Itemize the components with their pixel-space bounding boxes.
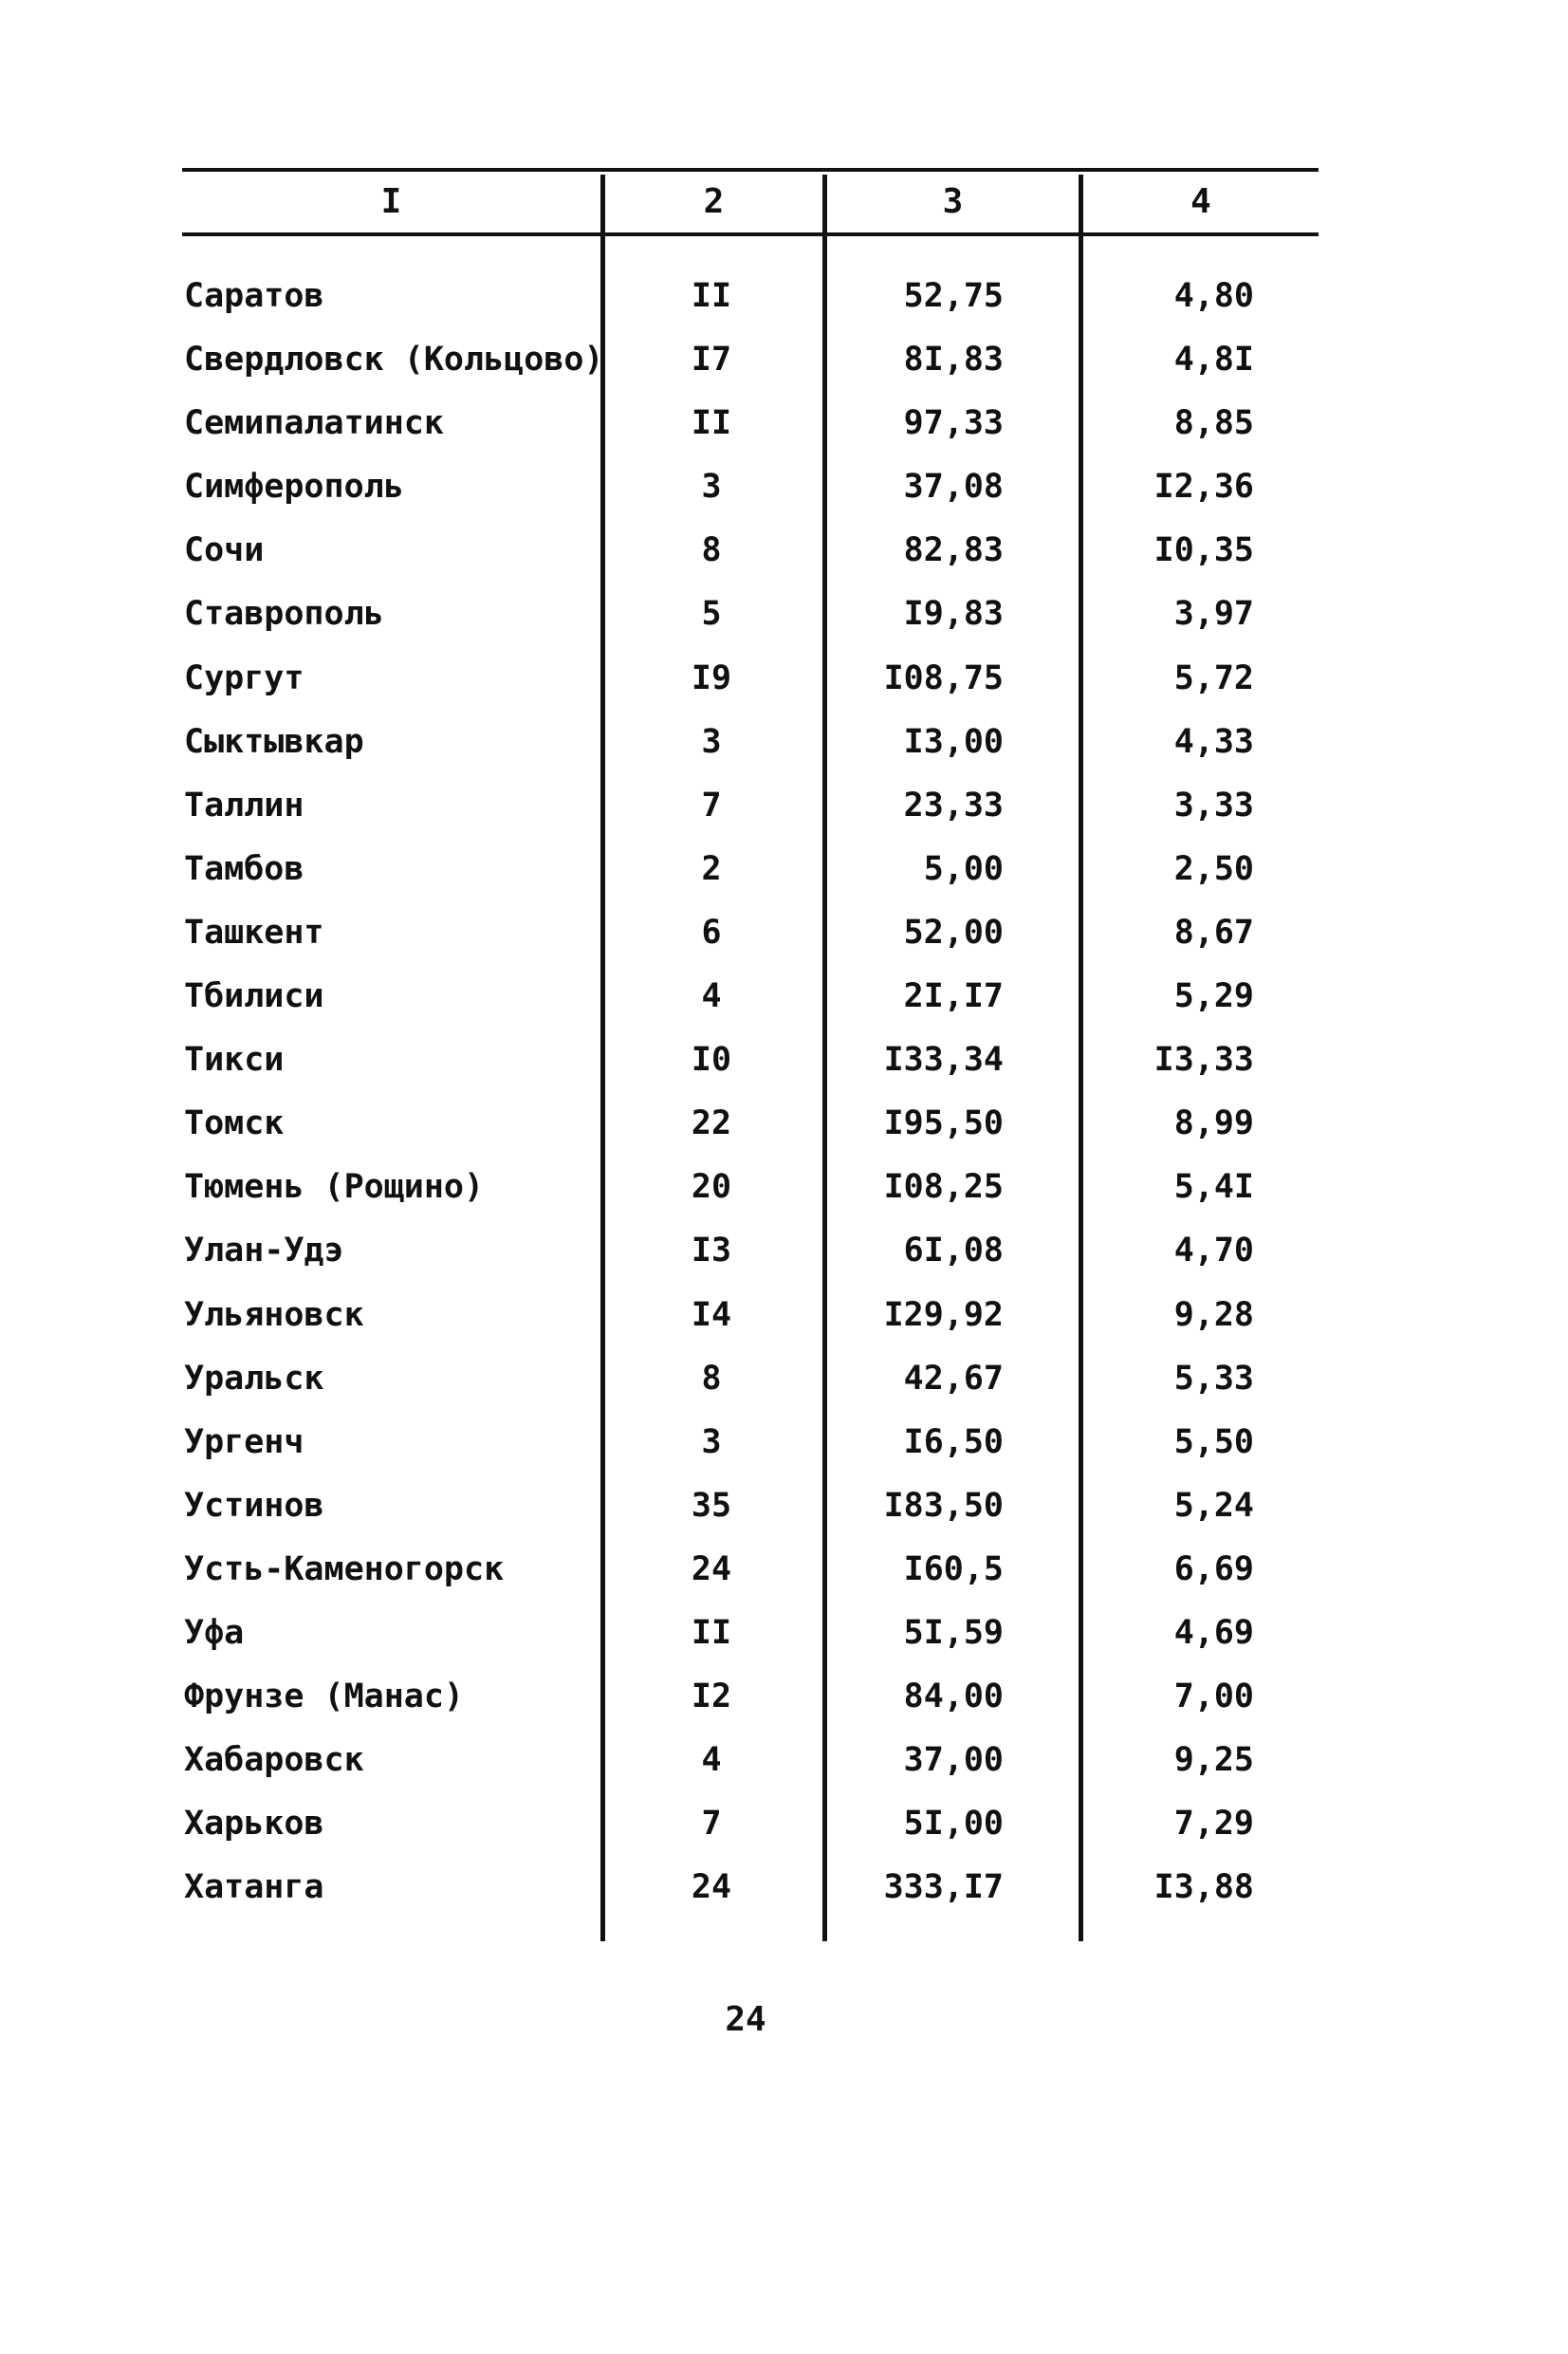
column-4-cell: 5,72 [1173, 658, 1254, 697]
column-2-cell: 24 [691, 1549, 732, 1588]
column-3-cell: 37,08 [903, 468, 1004, 507]
table-row [0, 906, 1568, 970]
column-3-cell: I83,50 [883, 1486, 1004, 1525]
column-3-cell: I29,92 [883, 1295, 1004, 1334]
column-3-cell: 333,I7 [883, 1868, 1004, 1907]
column-2-cell: 22 [691, 1104, 732, 1143]
column-2-cell: 6 [701, 913, 722, 952]
column-3-cell: 52,75 [903, 277, 1004, 315]
station-name-cell: Улан-Удэ [184, 1232, 344, 1270]
column-4-cell: I0,35 [1153, 531, 1254, 570]
column-4-cell: 6,69 [1173, 1549, 1254, 1588]
column-header-3: 3 [942, 182, 964, 221]
column-4-cell: 9,28 [1173, 1295, 1254, 1334]
column-3-cell: 5,00 [923, 849, 1004, 888]
column-2-cell: 5 [701, 595, 722, 634]
table-row [0, 1160, 1568, 1224]
column-3-cell: I33,34 [883, 1041, 1004, 1080]
column-3-cell: 5I,00 [903, 1805, 1004, 1844]
column-header-4: 4 [1190, 182, 1211, 221]
table-row [0, 1606, 1568, 1670]
station-name-cell: Усть-Каменогорск [184, 1549, 505, 1588]
table-row [0, 1288, 1568, 1352]
column-4-cell: 8,85 [1173, 404, 1254, 443]
table-row [0, 1670, 1568, 1733]
table-row [0, 1224, 1568, 1288]
column-2-cell: 2 [701, 849, 722, 888]
column-3-cell: I08,25 [883, 1168, 1004, 1207]
column-2-cell: 4 [701, 977, 722, 1016]
station-name-cell: Хатанга [184, 1868, 324, 1907]
column-4-cell: 5,24 [1173, 1486, 1254, 1525]
column-3-cell: 52,00 [903, 913, 1004, 952]
table-row [0, 779, 1568, 843]
table-header-rule [182, 232, 1319, 236]
column-4-cell: I3,88 [1153, 1868, 1254, 1907]
station-name-cell: Саратов [184, 277, 324, 315]
table-row [0, 1479, 1568, 1543]
column-2-cell: I9 [691, 658, 732, 697]
table-row [0, 1416, 1568, 1479]
table-row [0, 1033, 1568, 1097]
station-name-cell: Фрунзе (Манас) [184, 1677, 465, 1716]
column-3-cell: 97,33 [903, 404, 1004, 443]
column-2-cell: 7 [701, 1805, 722, 1844]
column-2-cell: 8 [701, 1359, 722, 1398]
station-name-cell: Таллин [184, 786, 304, 825]
column-2-cell: I0 [691, 1041, 732, 1080]
column-4-cell: 4,69 [1173, 1613, 1254, 1652]
table-row [0, 1797, 1568, 1861]
column-3-cell: I08,75 [883, 658, 1004, 697]
column-2-cell: II [691, 1613, 732, 1652]
column-4-cell: 2,50 [1173, 849, 1254, 888]
column-4-cell: 4,80 [1173, 277, 1254, 315]
station-name-cell: Уральск [184, 1359, 324, 1398]
table-row [0, 1097, 1568, 1160]
table-row [0, 652, 1568, 715]
column-4-cell: I3,33 [1153, 1041, 1254, 1080]
station-name-cell: Ташкент [184, 913, 324, 952]
table-row [0, 970, 1568, 1033]
column-4-cell: 8,67 [1173, 913, 1254, 952]
column-2-cell: II [691, 404, 732, 443]
column-2-cell: 8 [701, 531, 722, 570]
column-2-cell: 7 [701, 786, 722, 825]
column-3-cell: 82,83 [903, 531, 1004, 570]
column-4-cell: I2,36 [1153, 468, 1254, 507]
table-row [0, 524, 1568, 587]
table-row [0, 397, 1568, 460]
page-number: 24 [725, 2000, 766, 2039]
station-name-cell: Свердловск (Кольцово) [184, 341, 604, 380]
station-name-cell: Сочи [184, 531, 265, 570]
station-name-cell: Устинов [184, 1486, 324, 1525]
station-name-cell: Семипалатинск [184, 404, 444, 443]
column-3-cell: 37,00 [903, 1741, 1004, 1780]
column-3-cell: 23,33 [903, 786, 1004, 825]
table-row [0, 1733, 1568, 1797]
column-3-cell: 8I,83 [903, 341, 1004, 380]
station-name-cell: Ульяновск [184, 1295, 364, 1334]
table-top-rule [182, 168, 1319, 172]
column-3-cell: 6I,08 [903, 1232, 1004, 1270]
column-3-cell: I3,00 [903, 722, 1004, 761]
table-row [0, 1352, 1568, 1416]
column-header-2: 2 [703, 182, 725, 221]
table-row [0, 333, 1568, 397]
column-2-cell: 3 [701, 1422, 722, 1461]
station-name-cell: Тамбов [184, 849, 304, 888]
station-name-cell: Хабаровск [184, 1741, 364, 1780]
column-4-cell: 9,25 [1173, 1741, 1254, 1780]
column-2-cell: I3 [691, 1232, 732, 1270]
column-4-cell: 3,97 [1173, 595, 1254, 634]
column-2-cell: II [691, 277, 732, 315]
column-3-cell: I6,50 [903, 1422, 1004, 1461]
column-4-cell: 5,33 [1173, 1359, 1254, 1398]
column-4-cell: 7,00 [1173, 1677, 1254, 1716]
column-2-cell: I7 [691, 341, 732, 380]
column-4-cell: 5,50 [1173, 1422, 1254, 1461]
station-name-cell: Симферополь [184, 468, 404, 507]
station-name-cell: Томск [184, 1104, 285, 1143]
station-name-cell: Тюмень (Рощино) [184, 1168, 485, 1207]
column-4-cell: 8,99 [1173, 1104, 1254, 1143]
column-4-cell: 4,33 [1173, 722, 1254, 761]
column-4-cell: 4,70 [1173, 1232, 1254, 1270]
column-2-cell: I2 [691, 1677, 732, 1716]
column-2-cell: 3 [701, 468, 722, 507]
column-4-cell: 4,8I [1173, 341, 1254, 380]
station-name-cell: Ставрополь [184, 595, 384, 634]
station-name-cell: Уфа [184, 1613, 245, 1652]
table-row [0, 587, 1568, 651]
column-3-cell: I95,50 [883, 1104, 1004, 1143]
column-2-cell: 4 [701, 1741, 722, 1780]
station-name-cell: Тикси [184, 1041, 285, 1080]
station-name-cell: Сыктывкар [184, 722, 364, 761]
table-row [0, 843, 1568, 906]
station-name-cell: Харьков [184, 1805, 324, 1844]
column-2-cell: I4 [691, 1295, 732, 1334]
column-4-cell: 3,33 [1173, 786, 1254, 825]
column-3-cell: 42,67 [903, 1359, 1004, 1398]
column-2-cell: 24 [691, 1868, 732, 1907]
column-2-cell: 3 [701, 722, 722, 761]
column-4-cell: 5,29 [1173, 977, 1254, 1016]
table-row [0, 269, 1568, 333]
station-name-cell: Ургенч [184, 1422, 304, 1461]
column-3-cell: 84,00 [903, 1677, 1004, 1716]
table-row [0, 1543, 1568, 1606]
column-4-cell: 5,4I [1173, 1168, 1254, 1207]
table-body [0, 269, 1568, 1924]
table-row [0, 715, 1568, 779]
column-header-1: I [380, 182, 402, 221]
column-3-cell: 2I,I7 [903, 977, 1004, 1016]
column-3-cell: 5I,59 [903, 1613, 1004, 1652]
column-3-cell: I60,5 [903, 1549, 1004, 1588]
station-name-cell: Тбилиси [184, 977, 324, 1016]
column-2-cell: 35 [691, 1486, 732, 1525]
table-row [0, 1861, 1568, 1924]
column-2-cell: 20 [691, 1168, 732, 1207]
column-3-cell: I9,83 [903, 595, 1004, 634]
station-name-cell: Сургут [184, 658, 304, 697]
column-4-cell: 7,29 [1173, 1805, 1254, 1844]
table-row [0, 460, 1568, 524]
